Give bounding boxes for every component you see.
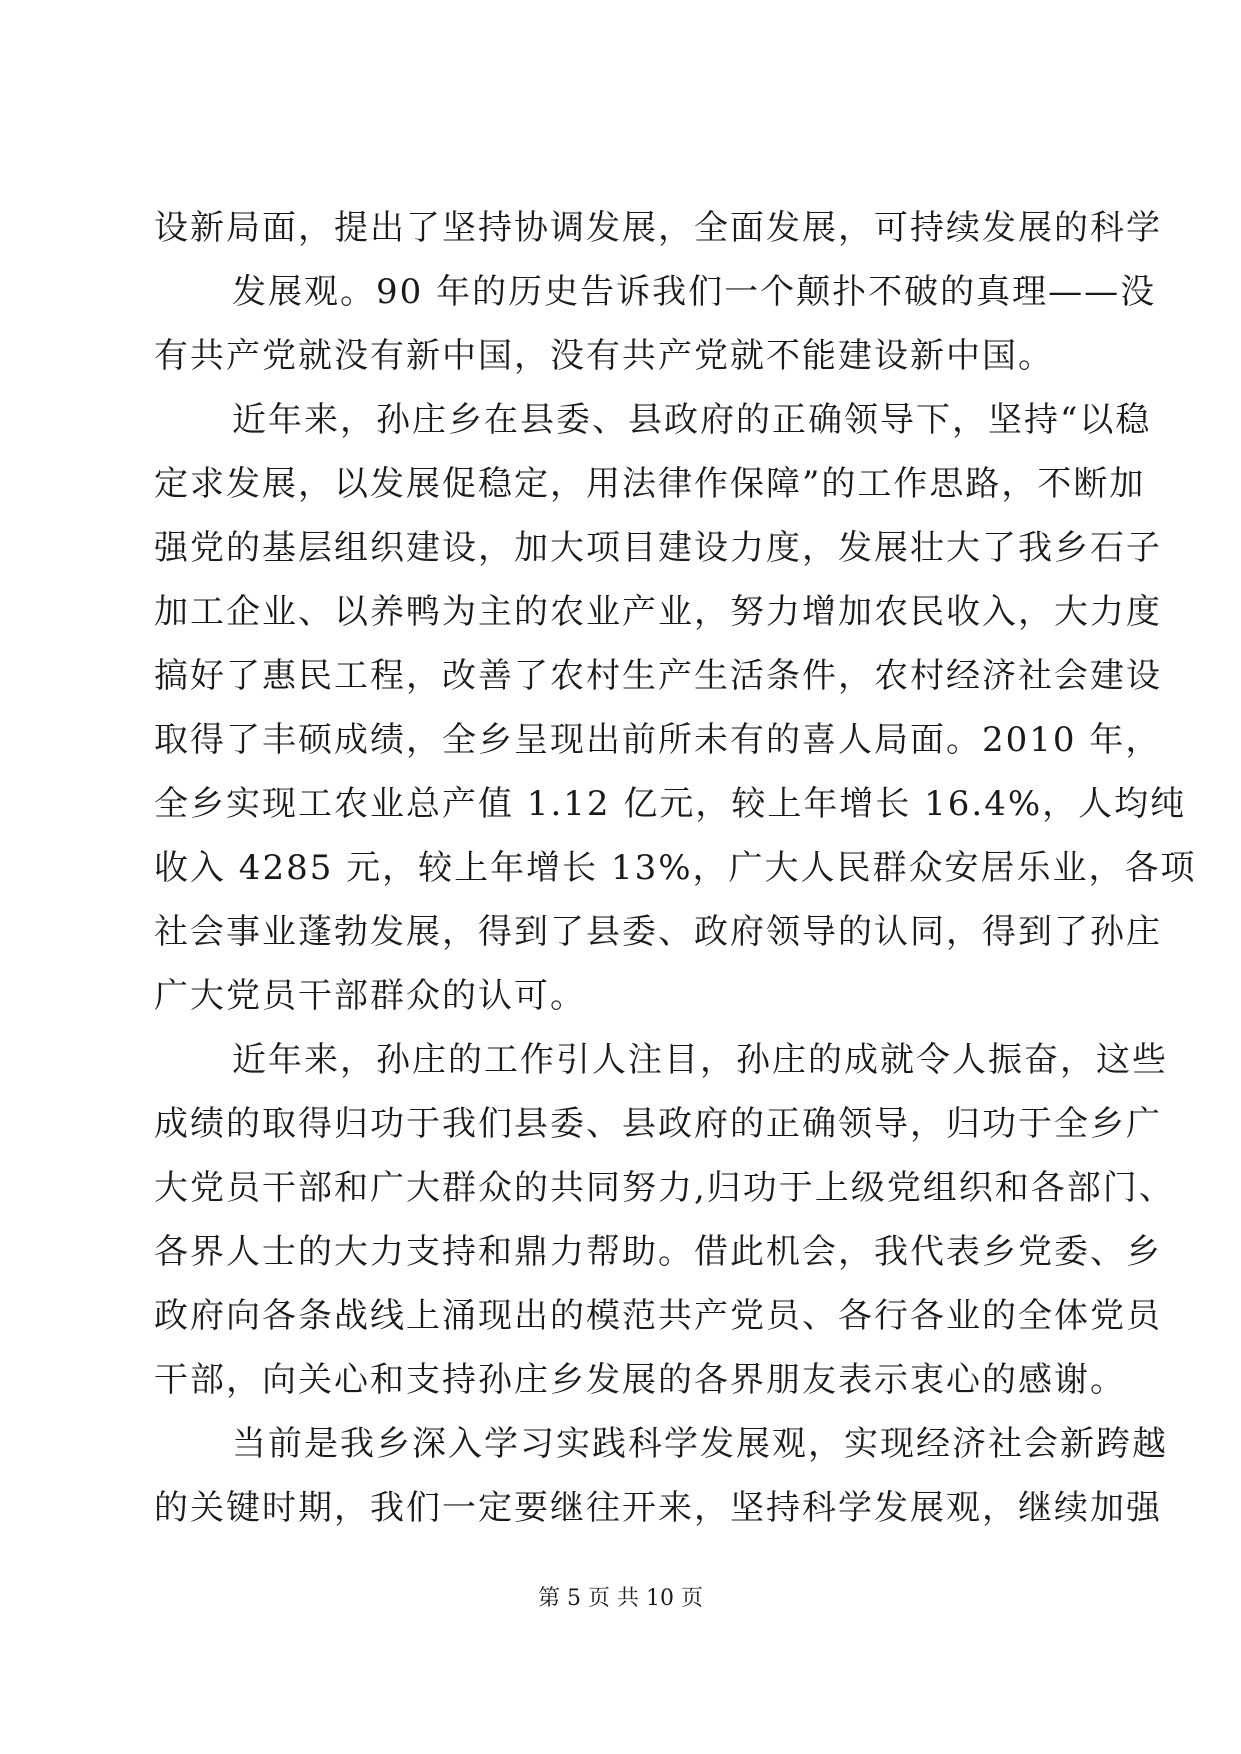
text-line: 干部，向关心和支持孙庄乡发展的各界朋友表示衷心的感谢。 [154,1360,1126,1400]
text-line: 取得了丰硕成绩，全乡呈现出前所未有的喜人局面。2010 年， [154,720,1162,760]
page-number-footer: 第 5 页 共 10 页 [538,1586,703,1611]
text-line: 成绩的取得归功于我们县委、县政府的正确领导，归功于全乡广 [154,1104,1162,1144]
text-line: 广大党员干部群众的认可。 [154,976,586,1016]
text-line: 收入 4285 元，较上年增长 13%，广大人民群众安居乐业，各项 [154,848,1197,888]
text-line: 发展观。90 年的历史告诉我们一个颠扑不破的真理——没 [232,272,1157,312]
text-line: 政府向各条战线上涌现出的模范共产党员、各行各业的全体党员 [154,1296,1162,1336]
paragraph-start-line: 近年来，孙庄乡在县委、县政府的正确领导下，坚持“以稳 [232,400,1152,440]
text-line: 的关键时期，我们一定要继往开来，坚持科学发展观，继续加强 [154,1488,1162,1528]
text-line: 有共产党就没有新中国，没有共产党就不能建设新中国。 [154,336,1054,376]
text-line: 强党的基层组织建设，加大项目建设力度，发展壮大了我乡石子 [154,528,1162,568]
text-line: 社会事业蓬勃发展，得到了县委、政府领导的认同，得到了孙庄 [154,912,1162,952]
paragraph-start-line: 当前是我乡深入学习实践科学发展观，实现经济社会新跨越 [232,1424,1168,1464]
text-line: 定求发展，以发展促稳定，用法律作保障”的工作思路，不断加 [154,464,1146,504]
text-line: 各界人士的大力支持和鼎力帮助。借此机会，我代表乡党委、乡 [154,1232,1162,1272]
text-line: 加工企业、以养鸭为主的农业产业，努力增加农民收入，大力度 [154,592,1162,632]
text-line: 搞好了惠民工程，改善了农村生产生活条件，农村经济社会建设 [154,656,1162,696]
text-line: 全乡实现工农业总产值 1.12 亿元，较上年增长 16.4%，人均纯 [154,784,1187,824]
text-line: 大党员干部和广大群众的共同努力,归功于上级党组织和各部门、 [154,1168,1175,1208]
paragraph-start-line: 近年来，孙庄的工作引人注目，孙庄的成就令人振奋，这些 [232,1040,1168,1080]
text-line: 设新局面，提出了坚持协调发展，全面发展，可持续发展的科学 [154,208,1162,248]
